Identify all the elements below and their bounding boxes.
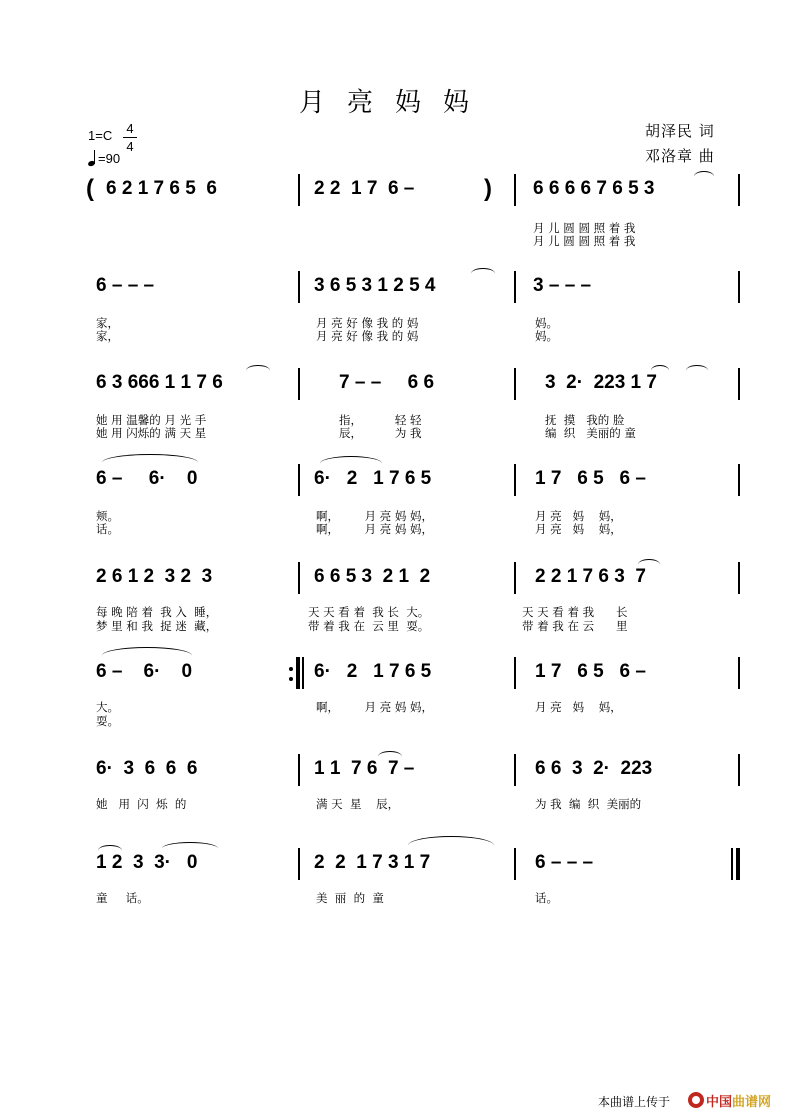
repeat-dot	[289, 677, 293, 681]
measure: 6· 2 1 7 6 5	[314, 661, 432, 682]
bar-line	[514, 848, 516, 880]
slur	[378, 751, 402, 762]
score-row	[86, 848, 741, 905]
score-row	[86, 368, 741, 440]
slur	[408, 836, 494, 855]
lyric-line-1: 她 用 闪 烁 的	[96, 797, 187, 811]
lyric-line-1: 话。	[535, 891, 558, 905]
slur	[246, 365, 270, 376]
bar-line	[298, 754, 300, 786]
score-row	[86, 464, 741, 536]
tempo-value: =90	[98, 151, 121, 166]
lyric-line-1: 啊， 月 亮 妈 妈，	[316, 700, 434, 714]
measure: 6 – 6· 0	[96, 468, 198, 489]
bar-line	[298, 271, 300, 303]
bar-line	[738, 562, 740, 594]
score-row	[86, 271, 741, 343]
bar-line	[738, 174, 740, 206]
measure: 2 2 1 7 3 1 7	[314, 852, 431, 873]
bar-line	[298, 174, 300, 206]
time-signature-bottom: 4	[123, 137, 137, 155]
measure: 6 6 3 2· 223	[535, 758, 653, 779]
lyric-line-1: 月 亮 好 像 我 的 妈	[316, 316, 419, 330]
bar-line	[738, 657, 740, 689]
measure: 6 6 5 3 2 1 2	[314, 566, 431, 587]
measure: 6 – – –	[96, 275, 155, 296]
bar-line	[298, 848, 300, 880]
time-signature-top: 4	[126, 121, 134, 136]
measure: 1 7 6 5 6 –	[535, 661, 646, 682]
lyric-line-2: 耍。	[96, 714, 119, 728]
bar-line	[514, 657, 516, 689]
lyric-line-1: 满 天 星 辰，	[316, 797, 400, 811]
final-bar-thick	[736, 848, 740, 880]
lyric-line-1: 妈。	[535, 316, 558, 330]
slur	[686, 365, 708, 376]
lyric-line-1: 啊， 月 亮 妈 妈，	[316, 509, 434, 523]
page-title: 月亮妈妈	[298, 88, 491, 118]
lyric-line-1: 月 亮 妈 妈，	[535, 509, 622, 523]
measure: 7 – – 6 6	[339, 372, 435, 393]
lyric-line-2: 月 亮 妈 妈，	[535, 522, 622, 536]
site-brand-part2: 曲谱网	[732, 1095, 772, 1110]
site-brand[interactable]	[706, 1091, 771, 1110]
lyric-line-2: 妈。	[535, 329, 558, 343]
bar-line	[514, 464, 516, 496]
bar-line	[738, 271, 740, 303]
lyric-line-1: 为 我 编 织 美丽的	[535, 797, 642, 811]
lyric-line-2: 月 儿 圆 圆 照 着 我	[533, 234, 636, 248]
bar-line	[514, 174, 516, 206]
lyric-line-1: 颊。	[96, 509, 119, 523]
measure: 1 7 6 5 6 –	[535, 468, 646, 489]
measure: 2 2 1 7 6 3 7	[535, 566, 646, 587]
bar-line	[738, 368, 740, 400]
measure: 3 2· 223 1 7	[545, 372, 657, 393]
measure: 6· 3 6 6 6	[96, 758, 198, 779]
measure: 6 – 6· 0	[96, 661, 193, 682]
lyric-line-1: 大。	[96, 700, 119, 714]
measure: 6· 2 1 7 6 5	[314, 468, 432, 489]
slur	[471, 268, 495, 279]
lyric-line-1: 天 天 看 着 我 长 大。	[308, 605, 430, 619]
slur	[98, 845, 122, 856]
lyric-line-2: 编 织 美丽的 童	[545, 426, 636, 440]
measure: 1 2 3 3· 0	[96, 852, 198, 873]
lyric-line-1: 家，	[96, 316, 119, 330]
composer-credit: 邓洛章 曲	[645, 147, 715, 165]
measure: 6 3 666 1 1 7 6	[96, 372, 223, 393]
lyric-line-1: 每 晚 陪 着 我 入 睡，	[96, 605, 218, 619]
bar-line	[514, 562, 516, 594]
open-paren: (	[86, 175, 94, 202]
lyric-line-2: 月 亮 好 像 我 的 妈	[316, 329, 419, 343]
slur	[320, 456, 382, 471]
measure: 6 6 6 6 7 6 5 3	[533, 178, 655, 199]
tempo-marking	[88, 150, 120, 166]
repeat-dot	[289, 667, 293, 671]
lyric-line-1: 她 用 温馨的 月 光 手	[96, 413, 207, 427]
bar-line	[738, 754, 740, 786]
repeat-bar-thin	[302, 657, 304, 689]
slur	[162, 842, 218, 855]
lyric-line-1: 童 话。	[96, 891, 149, 905]
lyricist-credit: 胡泽民 词	[645, 122, 715, 140]
measure: 3 – – –	[533, 275, 592, 296]
lyric-line-1: 月 儿 圆 圆 照 着 我	[533, 221, 636, 235]
lyric-line-2: 家，	[96, 329, 119, 343]
bar-line	[514, 271, 516, 303]
measure: 1 1 7 6 7 –	[314, 758, 415, 779]
measure: 6 – – –	[535, 852, 594, 873]
bar-line	[298, 562, 300, 594]
bar-line	[298, 368, 300, 400]
lyric-line-2: 带 着 我 在 云 里 耍。	[308, 619, 430, 633]
key-signature: 1=C	[88, 128, 113, 143]
upload-notice: 本曲谱上传于	[598, 1095, 671, 1109]
measure: 2 2 1 7 6 –	[314, 178, 420, 199]
lyric-line-2: 她 用 闪烁的 满 天 星	[96, 426, 207, 440]
score-row	[86, 174, 741, 248]
final-bar-thin	[731, 848, 733, 880]
bar-line	[514, 368, 516, 400]
bar-line	[298, 464, 300, 496]
slur	[638, 559, 660, 570]
slur	[102, 454, 198, 471]
measure: 3 6 5 3 1 2 5 4	[314, 275, 436, 296]
lyric-line-1: 天 天 看 着 我 长	[522, 605, 628, 619]
lyric-line-1: 月 亮 妈 妈，	[535, 700, 622, 714]
site-logo-icon	[688, 1092, 704, 1108]
lyric-line-2: 带 着 我 在 云 里	[522, 619, 628, 633]
slur	[694, 171, 714, 182]
bar-line	[738, 464, 740, 496]
quarter-note-icon	[88, 150, 98, 166]
slur	[102, 647, 192, 664]
lyric-line-2: 梦 里 和 我 捉 迷 藏，	[96, 619, 218, 633]
lyric-line-1: 美 丽 的 童	[316, 891, 384, 905]
lyric-line-1: 指， 轻 轻	[339, 413, 422, 427]
lyric-line-2: 辰， 为 我	[339, 426, 422, 440]
bar-line	[514, 754, 516, 786]
slur	[651, 365, 669, 376]
score-row	[86, 657, 741, 728]
lyric-line-1: 抚 摸 我的 脸	[545, 413, 625, 427]
measure: 2 6 1 2 3 2 3	[96, 566, 213, 587]
time-signature	[123, 120, 137, 155]
lyric-line-2: 啊， 月 亮 妈 妈，	[316, 522, 434, 536]
close-paren: )	[484, 175, 492, 202]
score-row	[86, 754, 741, 811]
measure: 6 2 1 7 6 5 6	[106, 178, 217, 199]
repeat-bar-thick	[296, 657, 300, 689]
lyric-line-2: 话。	[96, 522, 119, 536]
site-brand-part1: 中国	[706, 1095, 733, 1110]
score-row	[86, 562, 741, 633]
